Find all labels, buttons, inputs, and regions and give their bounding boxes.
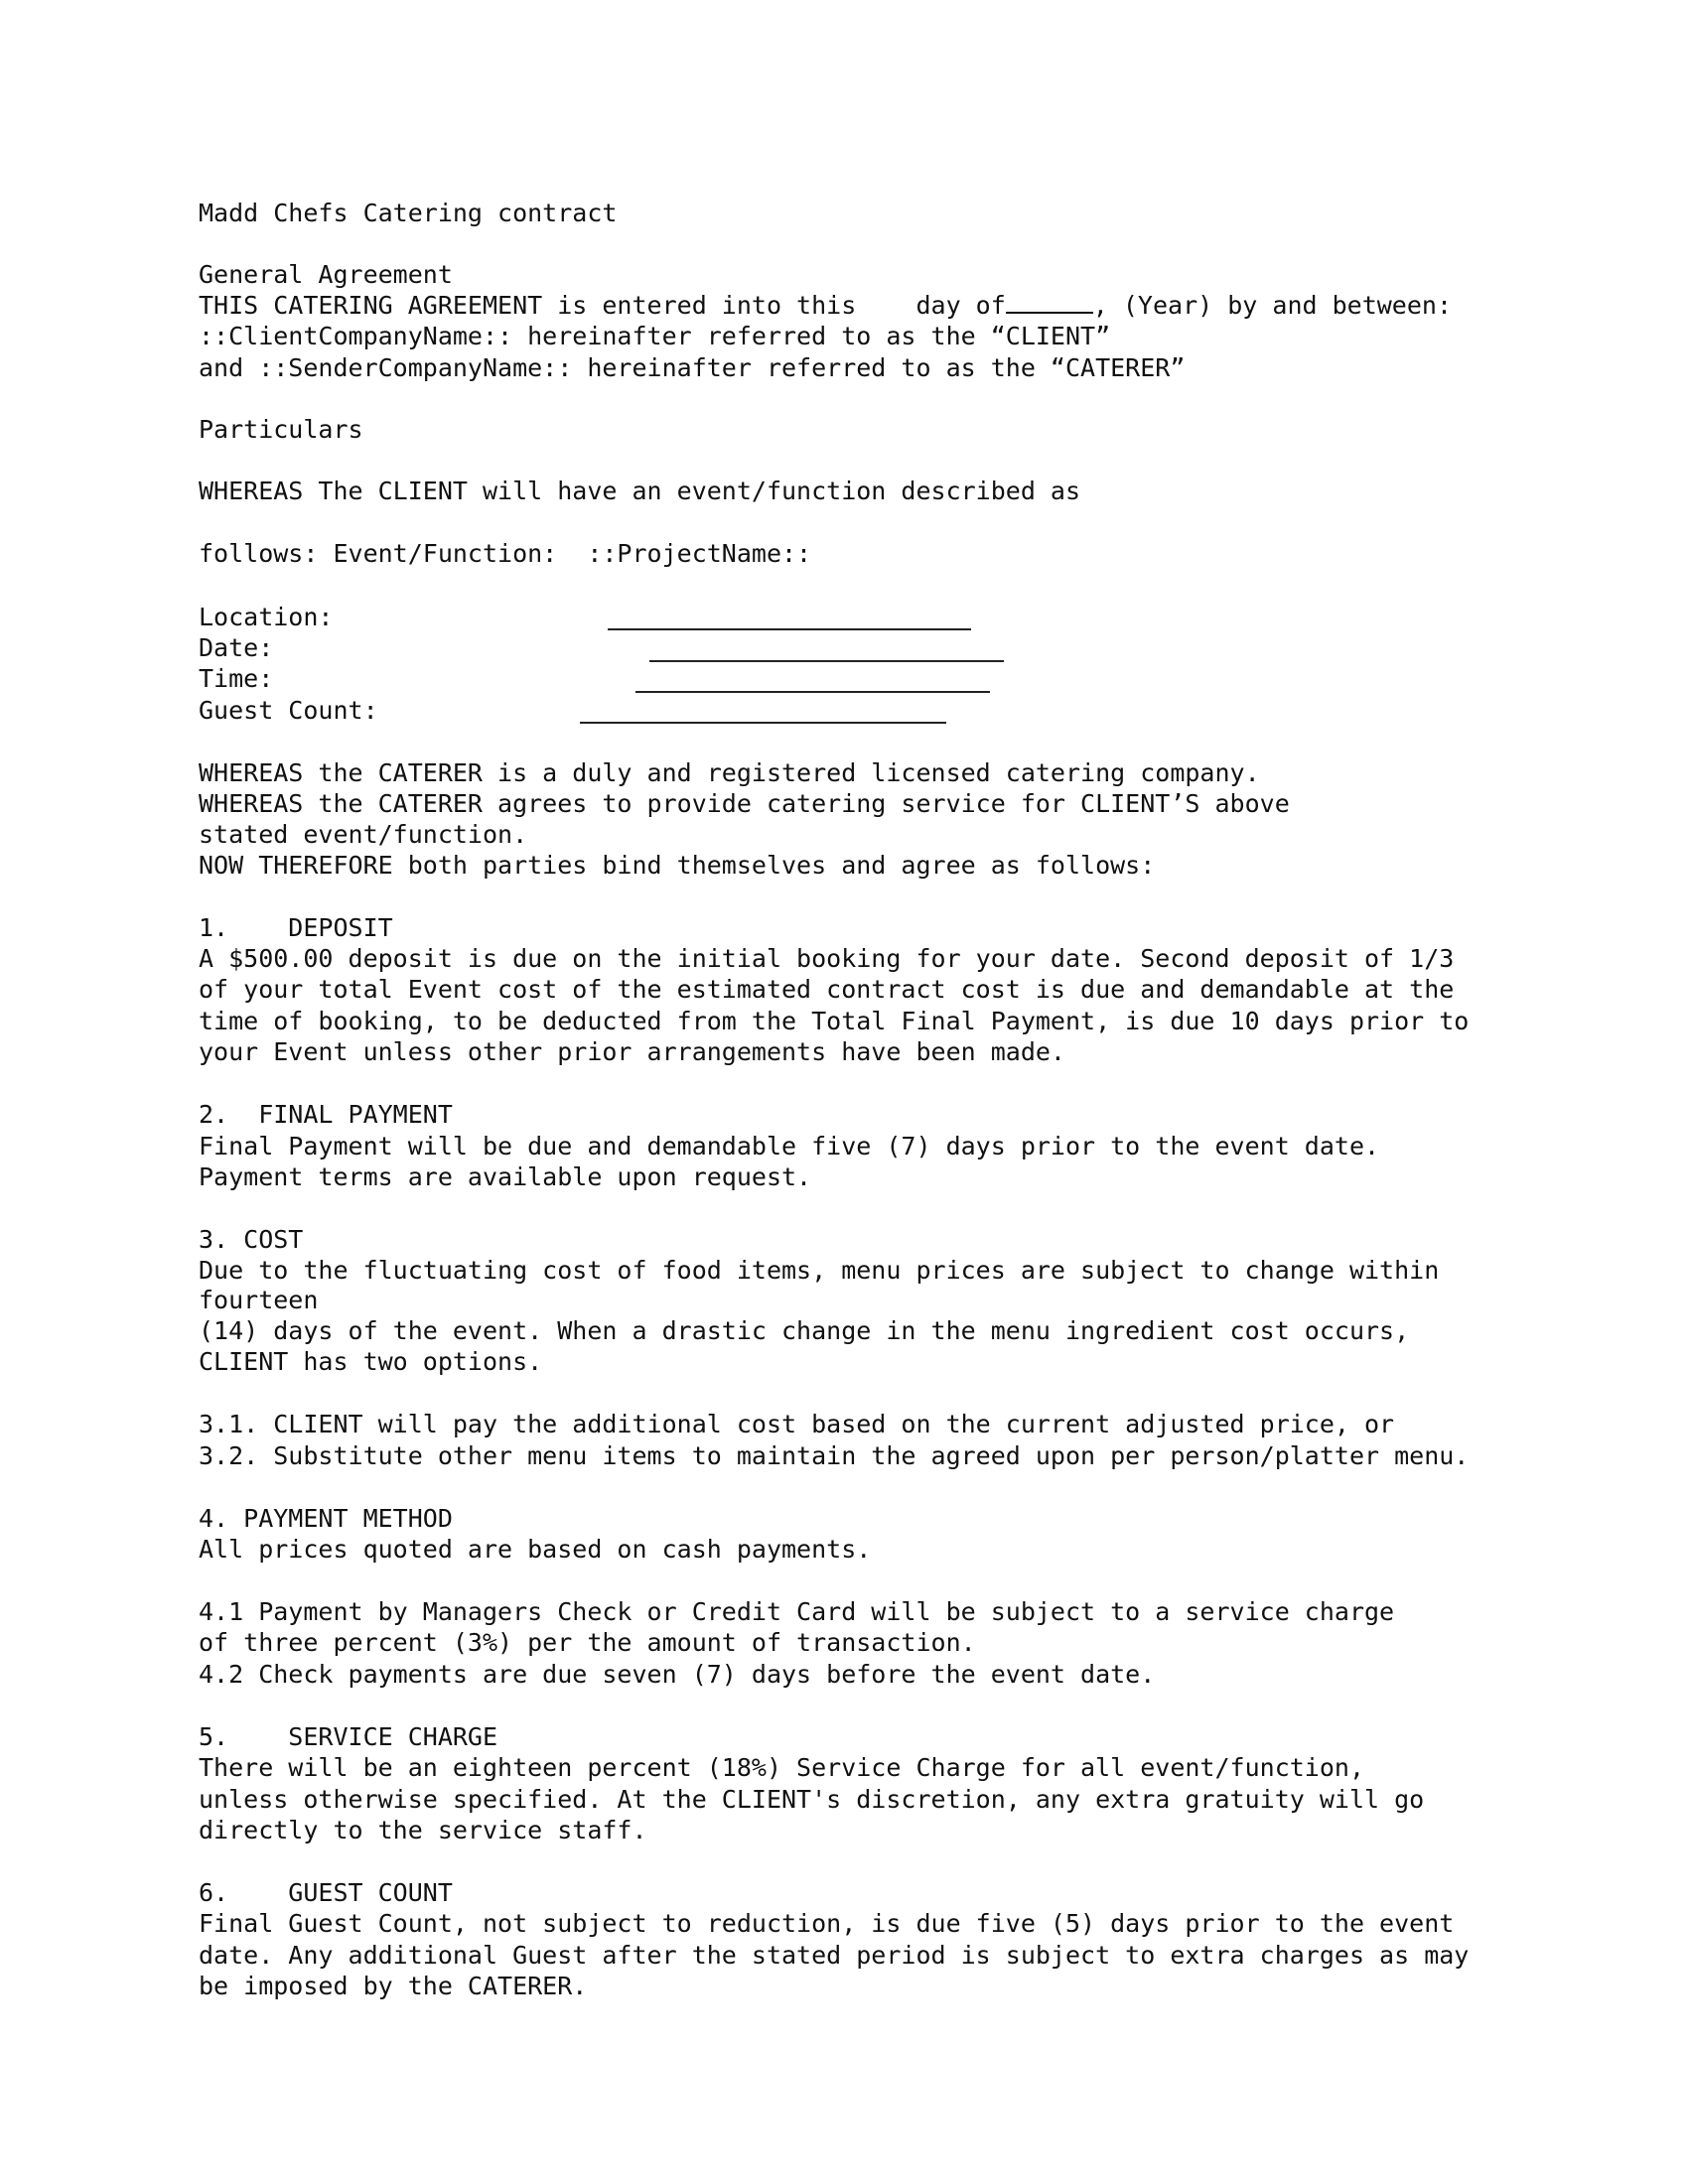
- payment-method-4-2: 4.2 Check payments are due seven (7) days before the event date.: [199, 1660, 1156, 1689]
- guest-count-fill-line: [580, 722, 946, 724]
- cost-text-line: Due to the fluctuating cost of food items, menu prices are subject to change within: [199, 1256, 1440, 1285]
- location-label: Location:: [199, 603, 334, 631]
- client-line: ::ClientCompanyName:: hereinafter referred to as the “CLIENT”: [199, 322, 1111, 350]
- deposit-text-line: A $500.00 deposit is due on the initial booking for your date. Second deposit of 1/3: [199, 944, 1455, 973]
- document-title: Madd Chefs Catering contract: [199, 199, 618, 227]
- intro-text-end: , (Year) by and between:: [1092, 291, 1453, 320]
- whereas-agrees-line: WHEREAS the CATERER agrees to provide catering service for CLIENT’S above: [199, 789, 1290, 818]
- payment-method-4-1-cont: of three percent (3%) per the amount of transaction.: [199, 1628, 976, 1657]
- guest-count-heading: 6. GUEST COUNT: [199, 1878, 453, 1907]
- service-charge-text-line: There will be an eighteen percent (18%) Service Charge for all event/function,: [199, 1753, 1364, 1782]
- date-fill-line: [649, 660, 1004, 662]
- service-charge-text-line: unless otherwise specified. At the CLIENT's discretion, any extra gratuity will go: [199, 1785, 1425, 1814]
- whereas-licensed-line: WHEREAS the CATERER is a duly and registered licensed catering company.: [199, 758, 1260, 787]
- final-payment-text-line: Payment terms are available upon request.: [199, 1162, 812, 1191]
- deposit-text-line: your Event unless other prior arrangements have been made.: [199, 1037, 1065, 1066]
- service-charge-text-line: directly to the service staff.: [199, 1816, 647, 1844]
- cost-text-line: CLIENT has two options.: [199, 1347, 543, 1376]
- intro-text-start: THIS CATERING AGREEMENT is entered into this day of: [199, 291, 1006, 320]
- cost-option-2: 3.2. Substitute other menu items to maintain the agreed upon per person/platter menu.: [199, 1441, 1470, 1470]
- payment-method-heading: 4. PAYMENT METHOD: [199, 1504, 453, 1533]
- time-fill-line: [635, 691, 990, 693]
- date-label: Date:: [199, 633, 274, 662]
- service-charge-heading: 5. SERVICE CHARGE: [199, 1722, 498, 1751]
- payment-method-4-1: 4.1 Payment by Managers Check or Credit Card will be subject to a service charge: [199, 1597, 1395, 1626]
- cost-heading: 3. COST: [199, 1225, 304, 1254]
- deposit-text-line: of your total Event cost of the estimated contract cost is due and demandable at the: [199, 975, 1455, 1004]
- guest-count-text-line: Final Guest Count, not subject to reduction, is due five (5) days prior to the event: [199, 1909, 1455, 1938]
- day-of-blank: [1006, 290, 1093, 314]
- whereas-event-line: WHEREAS The CLIENT will have an event/function described as: [199, 477, 1081, 505]
- time-label: Time:: [199, 664, 274, 693]
- cost-text-line: fourteen: [199, 1286, 319, 1314]
- final-payment-text-line: Final Payment will be due and demandable five (7) days prior to the event date.: [199, 1132, 1380, 1160]
- caterer-line: and ::SenderCompanyName:: hereinafter referred to as the “CATERER”: [199, 353, 1186, 382]
- intro-line: [199, 290, 1452, 321]
- follows-event-line: follows: Event/Function: ::ProjectName::: [199, 539, 812, 568]
- cost-option-1: 3.1. CLIENT will pay the additional cost based on the current adjusted price, or: [199, 1410, 1395, 1438]
- final-payment-heading: 2. FINAL PAYMENT: [199, 1100, 453, 1129]
- location-fill-line: [608, 628, 971, 630]
- deposit-heading: 1. DEPOSIT: [199, 913, 393, 942]
- payment-method-text: All prices quoted are based on cash payments.: [199, 1535, 872, 1564]
- now-therefore-line: NOW THEREFORE both parties bind themselves and agree as follows:: [199, 851, 1156, 880]
- whereas-agrees-line-cont: stated event/function.: [199, 820, 528, 849]
- guest-count-label: Guest Count:: [199, 696, 378, 725]
- cost-text-line: (14) days of the event. When a drastic change in the menu ingredient cost occurs,: [199, 1316, 1410, 1345]
- guest-count-text-line: be imposed by the CATERER.: [199, 1972, 588, 2000]
- deposit-text-line: time of booking, to be deducted from the Total Final Payment, is due 10 days prior to: [199, 1007, 1470, 1035]
- general-agreement-heading: General Agreement: [199, 260, 453, 289]
- particulars-heading: Particulars: [199, 415, 363, 444]
- guest-count-text-line: date. Any additional Guest after the stated period is subject to extra charges as may: [199, 1941, 1470, 1970]
